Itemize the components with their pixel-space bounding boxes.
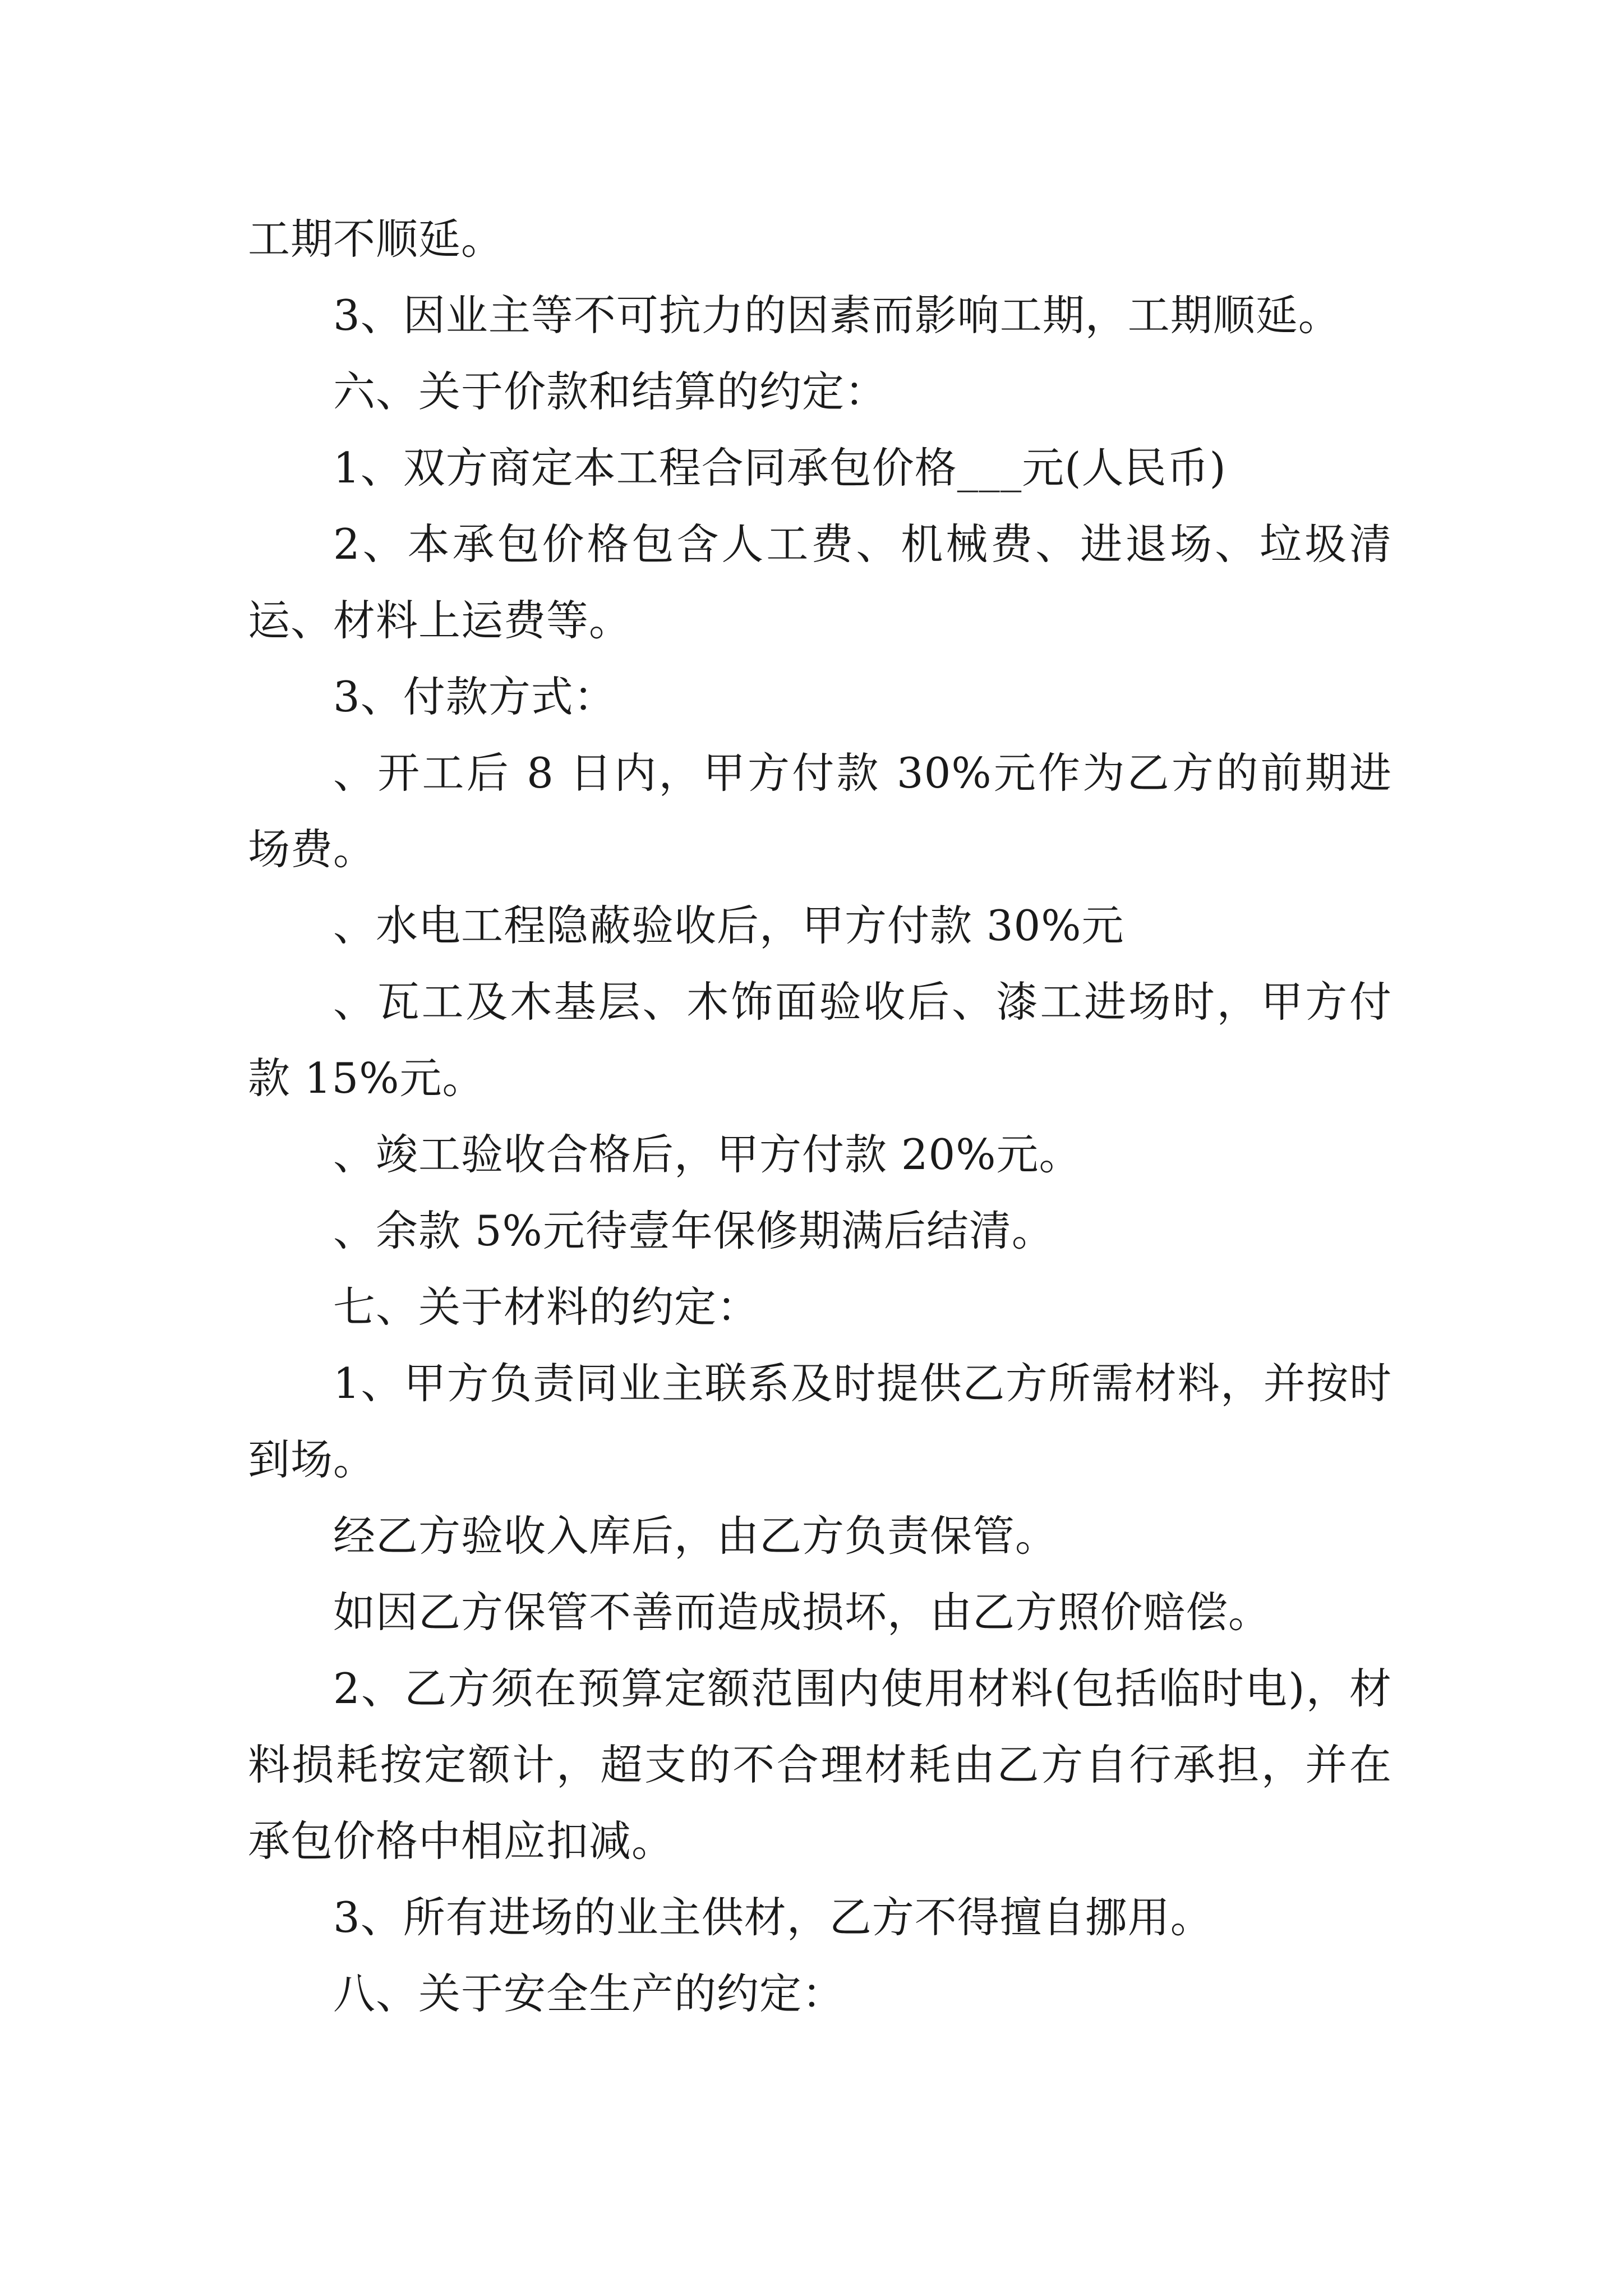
paragraph-2: 3、因业主等不可抗力的因素而影响工期，工期顺延。 <box>333 291 1341 340</box>
paragraph-6: 3、付款方式： <box>333 672 616 721</box>
paragraph-1: 工期不顺延。 <box>248 214 504 264</box>
paragraph-16: 2、乙方须在预算定额范围内使用材料(包括临时电)，材料损耗按定额计，超支的不合理材耗由乙方自行承担，并在承包价格中相应扣减。 <box>248 1664 1392 1866</box>
payment-item-4: 、竣工验收合格后，甲方付款 20%元。 <box>333 1130 1082 1179</box>
payment-item-3: 、瓦工及木基层、木饰面验收后、漆工进场时，甲方付款 15%元。 <box>248 977 1392 1103</box>
section-heading-8: 八、关于安全生产的约定： <box>333 1969 845 2018</box>
payment-item-1: 、开工后 8 日内，甲方付款 30%元作为乙方的前期进场费。 <box>248 748 1392 874</box>
paragraph-4: 1、双方商定本工程合同承包价格___元(人民币) <box>333 443 1227 493</box>
section-heading-6: 六、关于价款和结算的约定： <box>333 367 888 416</box>
paragraph-14: 经乙方验收入库后，由乙方负责保管。 <box>333 1511 1058 1561</box>
section-heading-7: 七、关于材料的约定： <box>333 1282 760 1332</box>
payment-item-5: 、余款 5%元待壹年保修期满后结清。 <box>333 1206 1054 1255</box>
paragraph-15: 如因乙方保管不善而造成损坏，由乙方照价赔偿。 <box>333 1588 1271 1637</box>
paragraph-5: 2、本承包价格包含人工费、机械费、进退场、垃圾清运、材料上运费等。 <box>248 519 1392 645</box>
payment-item-2: 、水电工程隐蔽验收后，甲方付款 30%元 <box>333 901 1124 950</box>
paragraph-13: 1、甲方负责同业主联系及时提供乙方所需材料，并按时到场。 <box>248 1359 1392 1484</box>
paragraph-17: 3、所有进场的业主供材，乙方不得擅自挪用。 <box>333 1893 1213 1942</box>
document-body <box>248 201 1392 2032</box>
